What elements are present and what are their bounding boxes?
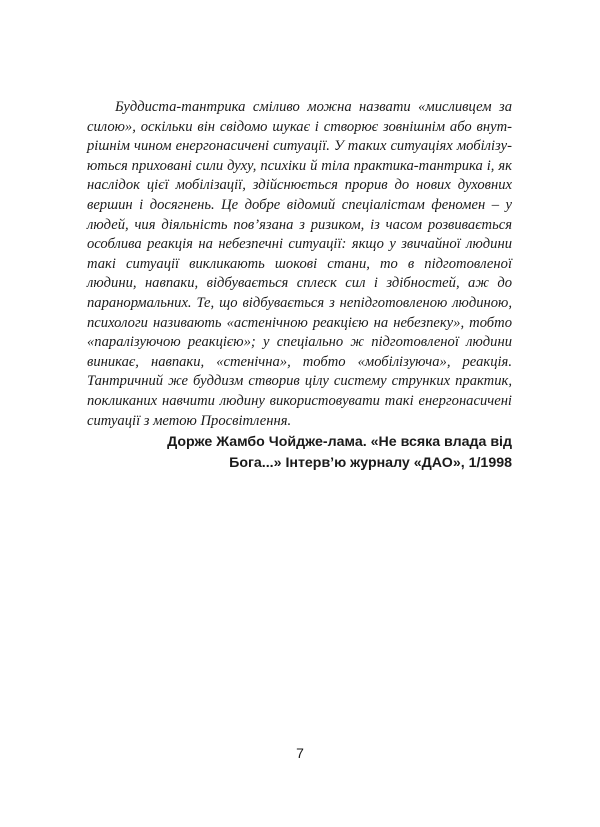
attribution-line-2: Бога...» Інтерв’ю журналу «ДАО», 1/1998 — [229, 455, 512, 471]
epigraph-paragraph: Буддиста-тантрика сміливо можна назвати «мисливцем за силою», оскільки він свідомо шукає і створює зовнішнім або внутрішнім чином енергонасичені ситуації. У таких ситуаціях мобілізуються приховані сили духу, психіки й тіла практика-тантрика і, як наслідок цієї мобілізації, здійснюється прорив до нових духовних вершин і досягнень. Це добре відомий спеціалістам феномен – у людей, чия діяльність пов’язана з ризиком, із часом розвивається особлива реакція на небезпечні ситуації: якщо у звичайної людини такі ситуації викликають шокові стани, то в підготовленої людини, навпаки, відбувається сплеск сил і здібностей, аж до паранормальних. Те, що відбувається з непідготовленою людиною, психологи називають «астенічною реакцією на небезпеку», тобто «паралізуючою реакцією»; у спеціально ж підготовленої людини виникає, навпаки, «стенічна», тобто «мобілізуюча», реакція. Тантричний же буддизм створив цілу систему струнких практик, покликаних навчити людину використовувати такі енергонасичені ситуації з метою Просвітлення. — [87, 99, 512, 429]
attribution-line-1: Дорже Жамбо Чойдже-лама. «Не всяка влада від — [167, 434, 512, 450]
epigraph-attribution — [120, 432, 512, 474]
page-number: 7 — [296, 745, 304, 761]
